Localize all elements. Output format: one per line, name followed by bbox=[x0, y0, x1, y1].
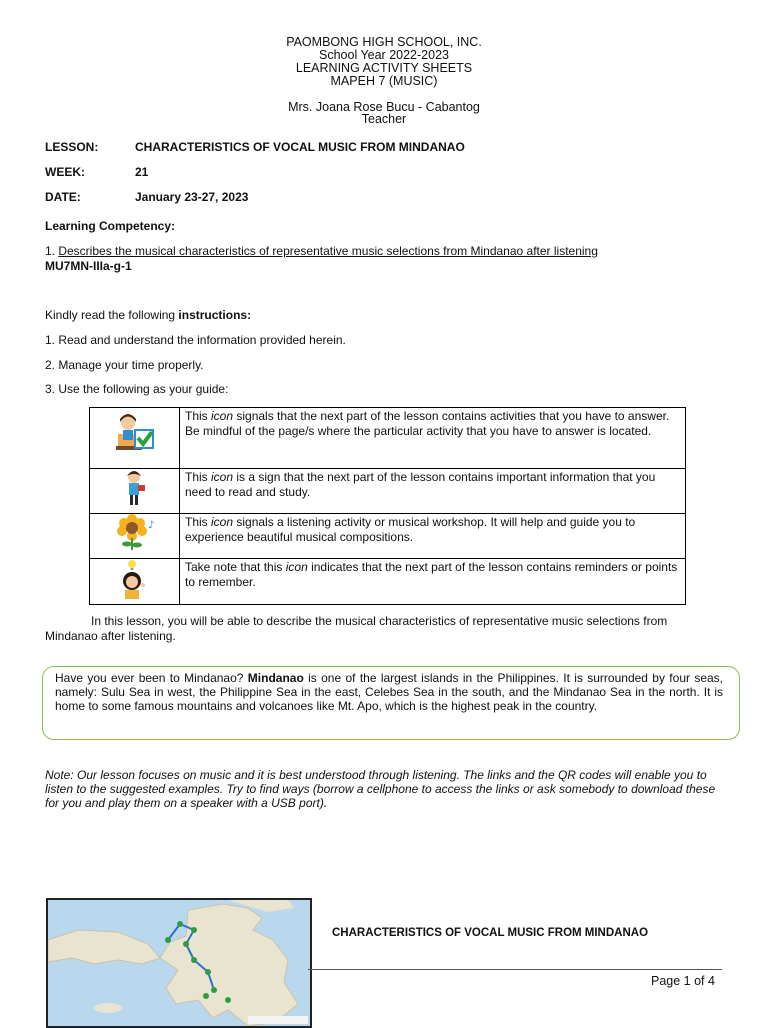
competency-code: MU7MN-IIIa-g-1 bbox=[45, 259, 132, 273]
guide-row-reading bbox=[90, 469, 686, 514]
sheet-title: LEARNING ACTIVITY SHEETS bbox=[295, 61, 473, 75]
guide-text-listening: This icon signals a listening activity or musical workshop. It will help and guide you to experience beautiful musical compositions. bbox=[180, 514, 686, 559]
reminder-icon bbox=[90, 559, 180, 605]
icon-guide-table bbox=[89, 407, 686, 605]
listening-note: Note: Our lesson focuses on music and it is best understood through listening. The links and the QR codes will enable you to listen to the suggested examples. Try to find ways (borrow a cellphone to access the links or ask somebody to download these for you and play them on a speaker with a USB port). bbox=[45, 768, 716, 810]
school-year: School Year 2022-2023 bbox=[319, 48, 449, 62]
teacher-name: Mrs. Joana Rose Bucu - Cabantog bbox=[288, 100, 480, 114]
footer-title: CHARACTERISTICS OF VOCAL MUSIC FROM MINDANAO bbox=[332, 927, 649, 939]
svg-text:♪: ♪ bbox=[148, 520, 155, 531]
week-label: WEEK: bbox=[45, 165, 85, 179]
lesson-label: LESSON: bbox=[45, 140, 99, 154]
lesson-value: CHARACTERISTICS OF VOCAL MUSIC FROM MINDANAO bbox=[135, 140, 465, 154]
subject: MAPEH 7 (MUSIC) bbox=[330, 74, 438, 88]
instruction-item-2: 2. Manage your time properly. bbox=[45, 358, 204, 372]
instructions-prefix: Kindly read the following bbox=[45, 308, 179, 322]
mindanao-text: Have you ever been to Mindanao? Mindanao is one of the largest islands in the Philippines. It is surrounded by four seas, namely: Sulu Sea in west, the Philippine Sea in the east, Celebes Sea in the south, and the Mindanao Sea in the north. It is home to some famous mountains and volcanoes like Mt. Apo, which is the highest peak in the country. bbox=[55, 671, 724, 713]
guide-text-reminder: Take note that this icon indicates that the next part of the lesson contains reminders or points to remember. bbox=[180, 559, 686, 605]
guide-text-activity: This icon signals that the next part of the lesson contains activities that you have to answer. Be mindful of the page/s where the particular activity that you have to answer is located. bbox=[180, 408, 686, 469]
week-value: 21 bbox=[135, 165, 149, 179]
reading-icon bbox=[90, 469, 180, 514]
mindanao-map-image bbox=[46, 898, 312, 1028]
instruction-item-1: 1. Read and understand the information provided herein. bbox=[45, 333, 346, 347]
guide-row-activity bbox=[90, 408, 686, 469]
listening-icon bbox=[90, 514, 180, 559]
competency-text: Describes the musical characteristics of representative music selections from Mindanao after listening bbox=[58, 244, 598, 258]
instructions-bold: instructions: bbox=[178, 308, 252, 322]
date-label: DATE: bbox=[45, 190, 81, 204]
teacher-role: Teacher bbox=[361, 112, 407, 126]
activity-icon bbox=[90, 408, 180, 469]
instruction-item-3: 3. Use the following as your guide: bbox=[45, 382, 229, 396]
instructions-intro bbox=[45, 308, 251, 322]
competency-heading: Learning Competency: bbox=[45, 219, 176, 233]
footer-rule bbox=[308, 969, 722, 970]
competency-line bbox=[45, 244, 745, 258]
lesson-objective: In this lesson, you will be able to describe the musical characteristics of representative music selections from Mindanao after listening. bbox=[45, 614, 668, 643]
page-number: Page 1 of 4 bbox=[651, 974, 715, 988]
date-value: January 23-27, 2023 bbox=[135, 190, 249, 204]
competency-number: 1. bbox=[45, 244, 59, 258]
guide-row-reminder bbox=[90, 559, 686, 605]
school-name: PAOMBONG HIGH SCHOOL, INC. bbox=[286, 35, 482, 49]
guide-row-listening bbox=[90, 514, 686, 559]
guide-text-reading: This icon is a sign that the next part of the lesson contains important information that you need to read and study. bbox=[180, 469, 686, 514]
